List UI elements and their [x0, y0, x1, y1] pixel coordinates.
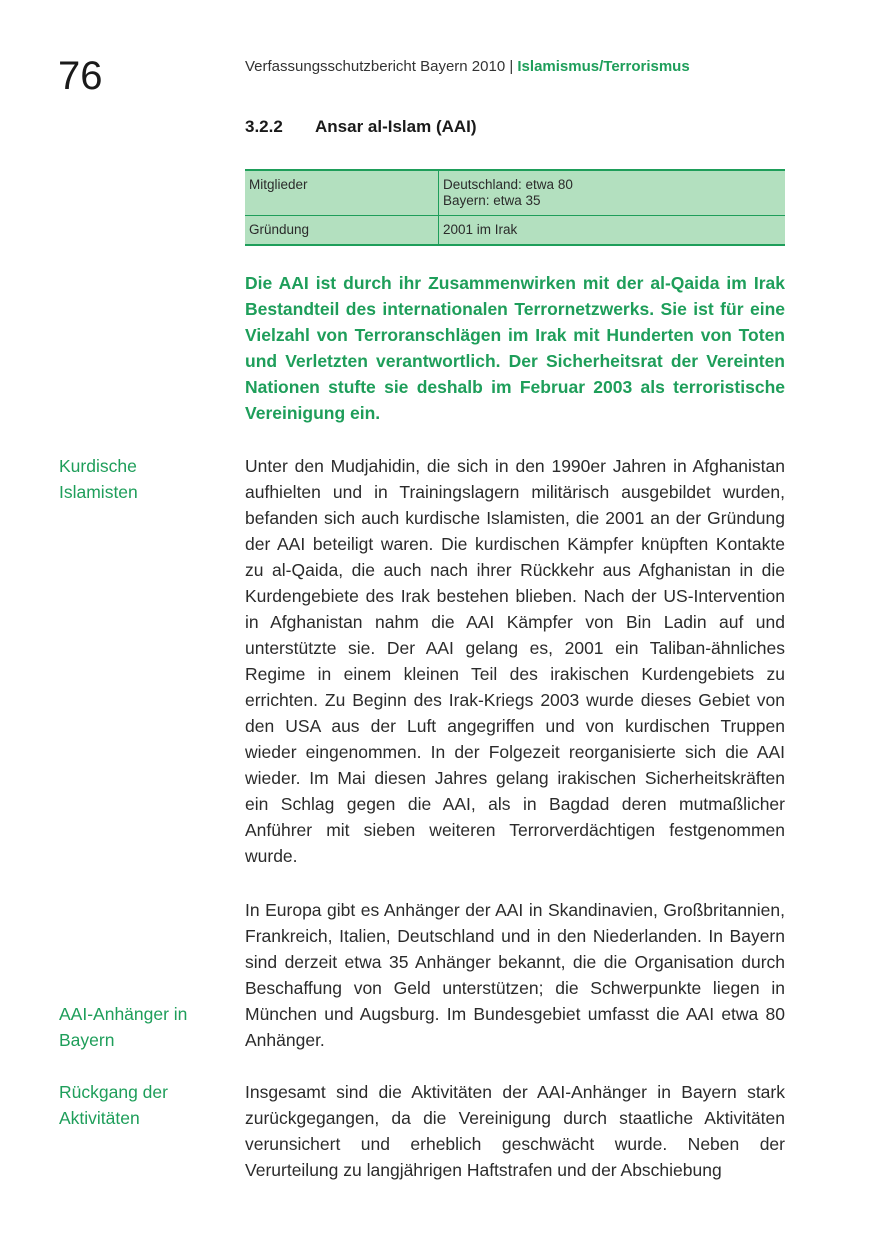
- margin-note-line: Bayern: [59, 1030, 115, 1050]
- table-cell-label: Gründung: [245, 216, 439, 246]
- margin-note-kurdische-islamisten: [59, 453, 219, 505]
- margin-note-line: AAI-Anhänger in: [59, 1004, 188, 1024]
- table-cell-label: Mitglieder: [245, 170, 439, 216]
- value-line: 2001 im Irak: [443, 222, 518, 237]
- margin-note-line: Rückgang der: [59, 1082, 168, 1102]
- body-paragraph: Unter den Mudjahidin, die sich in den 1990er Jahren in Afghanistan aufhielten und in Trainingslagern militärisch ausgebildet wurden, befanden sich auch kurdische Islamisten, die 2001 an der Gründung der AAI beteiligt waren. Die kurdischen Kämpfer knüpften Kontakte zu al-Qaida, die auch nach ihrer Rückkehr aus Afghanistan in die Kurdengebiete des Irak bestehen blieben. Nach der US-Intervention in Afghanistan nahm die AAI Kämpfer von Bin Ladin auf und unterstützte sie. Der AAI gelang es, 2001 ein Taliban-ähnliches Regime in einem kleinen Teil des irakischen Kurdengebiets zu errichten. Zu Beginn des Irak-Kriegs 2003 wurde dieses Gebiet von den USA aus der Luft angegriffen und von kurdischen Truppen wieder eingenommen. In der Folgezeit reorganisierte sich die AAI wieder. Im Mai diesen Jahres gelang irakischen Sicherheitskräften ein Schlag gegen die AAI, als in Bagdad deren mutmaßlicher Anführer mit sieben weiteren Terrorverdächtigen festgenommen wurde.: [245, 456, 785, 866]
- value-line: Bayern: etwa 35: [443, 193, 541, 208]
- margin-note-rueckgang: [59, 1079, 219, 1131]
- margin-note-line: Aktivitäten: [59, 1108, 140, 1128]
- margin-note-aai-anhaenger: [59, 1001, 219, 1053]
- margin-note-line: Kurdische: [59, 456, 137, 476]
- section-title: Islamismus/Terrorismus: [517, 58, 690, 75]
- section-heading: [245, 116, 477, 138]
- value-line: Deutschland: etwa 80: [443, 177, 573, 192]
- section-heading-title: Ansar al-Islam (AAI): [315, 117, 477, 136]
- header-separator: |: [505, 58, 518, 75]
- section-number: 3.2.2: [245, 117, 283, 136]
- lead-paragraph: Die AAI ist durch ihr Zusammenwirken mit der al-Qaida im Irak Bestandteil des internationalen Terrornetzwerks. Sie ist für eine Vielzahl von Terroranschlägen im Irak mit Hunderten von Toten und Verletzten verantwortlich. Der Sicherheitsrat der Vereinten Nationen stufte sie deshalb im Februar 2003 als terroristische Vereinigung ein.: [245, 273, 785, 423]
- running-header: [245, 58, 690, 76]
- facts-table: [245, 169, 785, 246]
- table-cell-value: [439, 216, 786, 246]
- body-paragraph: In Europa gibt es Anhänger der AAI in Skandinavien, Großbritannien, Frankreich, Italien, Deutschland und in den Niederlanden. In Bayern sind derzeit etwa 35 Anhänger bekannt, die die Organisation durch Beschaffung von Geld unterstützen; die Schwerpunkte liegen in München und Augsburg. Im Bundesgebiet umfasst die AAI etwa 80 Anhänger.: [245, 900, 785, 1050]
- body-paragraph: Insgesamt sind die Aktivitäten der AAI-Anhänger in Bayern stark zurückgegangen, da die Vereinigung durch staatliche Aktivitäten verunsichert und erheblich geschwächt wurde. Neben der Verurteilung zu langjährigen Haftstrafen und der Abschiebung: [245, 1082, 785, 1180]
- table-row: [245, 216, 785, 246]
- margin-note-line: Islamisten: [59, 482, 138, 502]
- page-number: 76: [58, 54, 103, 98]
- report-title: Verfassungsschutzbericht Bayern 2010: [245, 58, 506, 75]
- table-cell-value: [439, 170, 786, 216]
- table-row: [245, 170, 785, 216]
